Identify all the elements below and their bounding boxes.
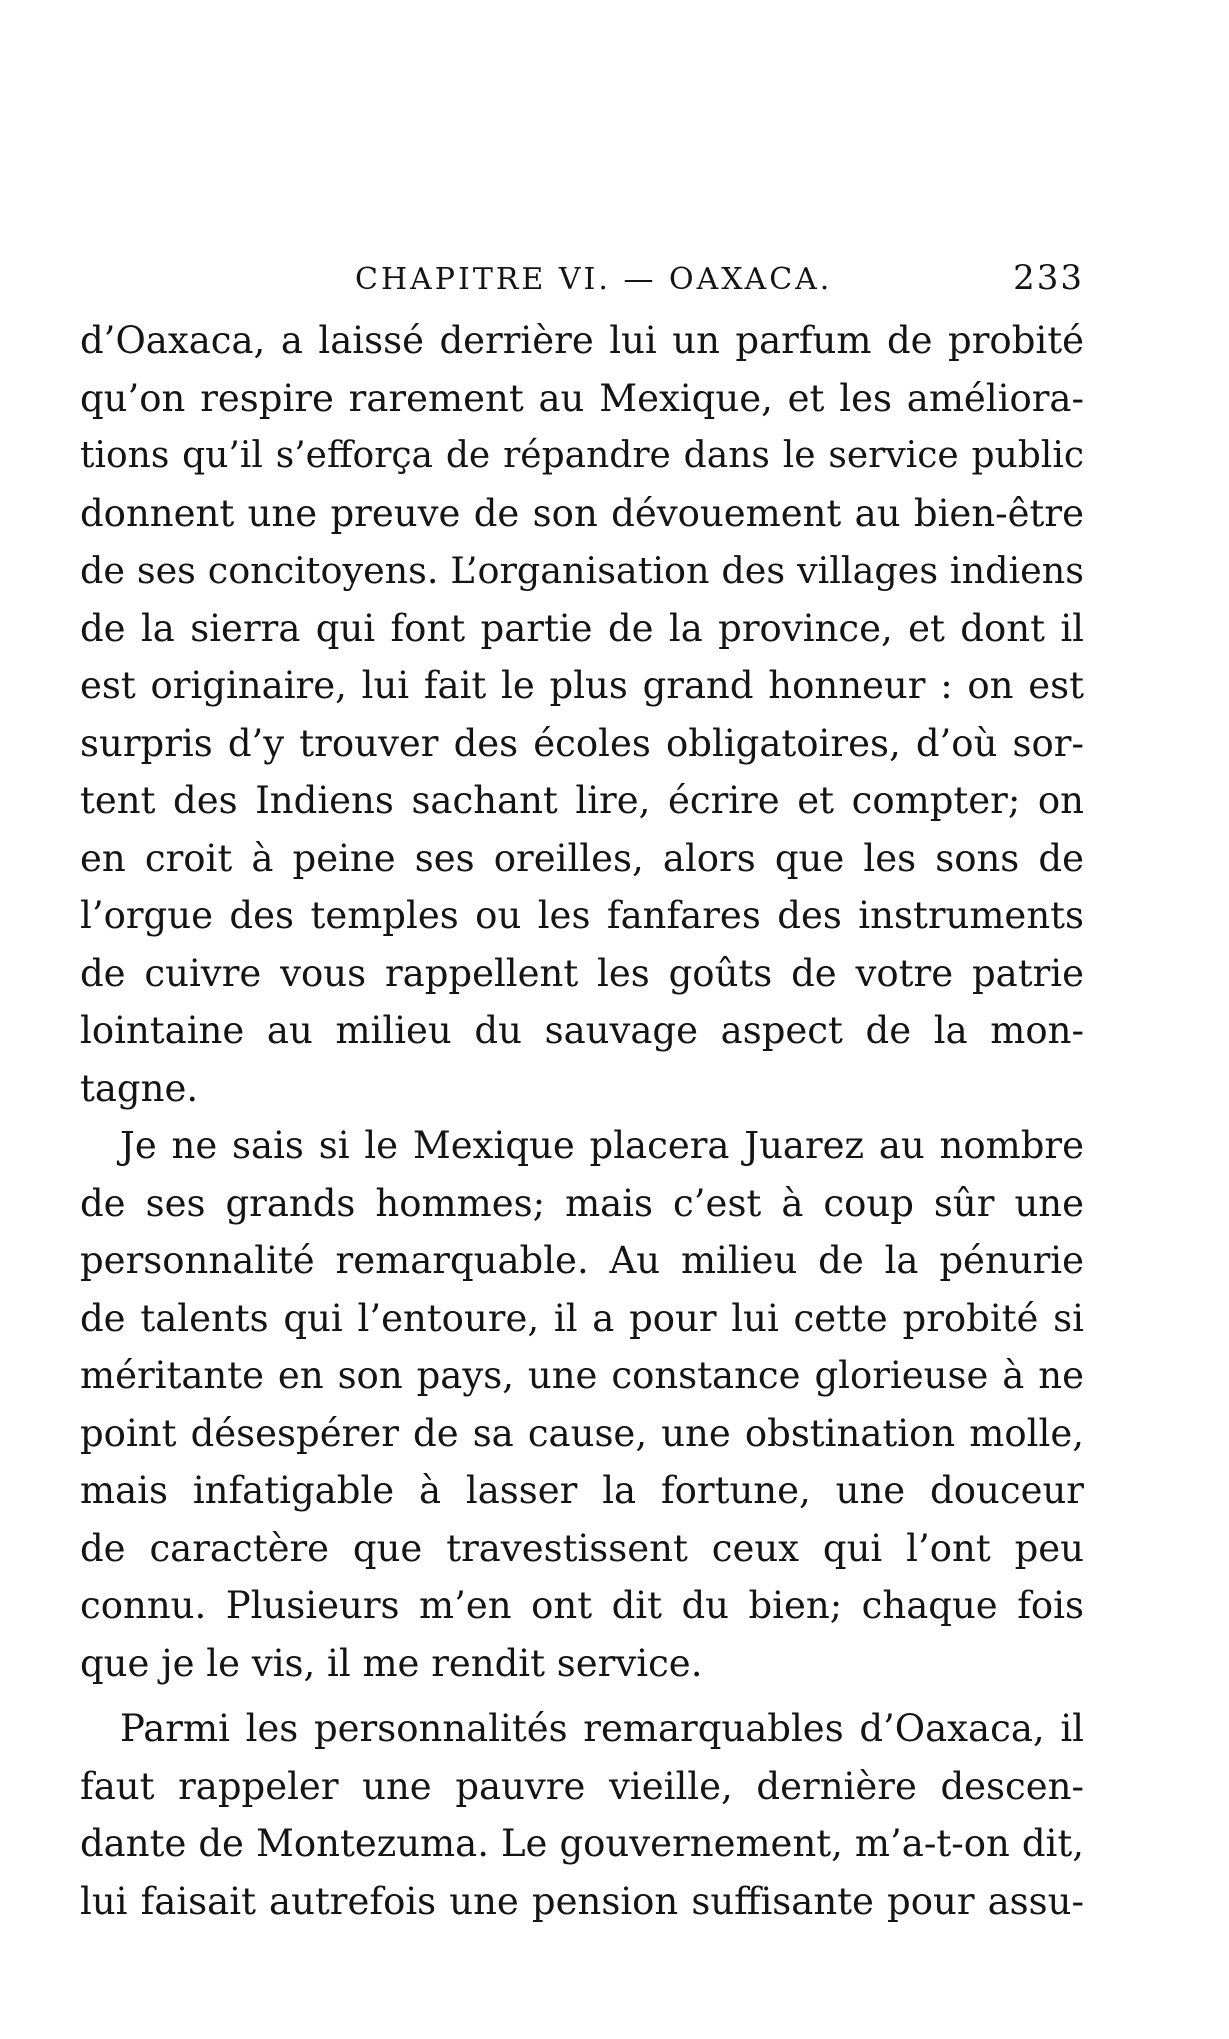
- text-line: de ses concitoyens. L’organisation des villages indiens: [80, 549, 1084, 592]
- text-line: point désespérer de sa cause, une obstination molle,: [80, 1411, 1084, 1455]
- page-number: 233: [1013, 258, 1084, 298]
- text-line: Je ne sais si le Mexique placera Juarez au nombre: [120, 1124, 1084, 1167]
- text-line: de cuivre vous rappellent les goûts de votre patrie: [80, 951, 1084, 995]
- text-line: Parmi les personnalités remarquables d’Oaxaca, il: [120, 1707, 1084, 1750]
- text-line: méritante en son pays, une constance glorieuse à ne: [80, 1354, 1084, 1397]
- text-line: faut rappeler une pauvre vieille, dernière descen-: [80, 1764, 1084, 1808]
- text-line: en croit à peine ses oreilles, alors que les sons de: [80, 836, 1084, 880]
- text-line: d’Oaxaca, a laissé derrière lui un parfum de probité: [80, 319, 1084, 362]
- text-line: personnalité remarquable. Au milieu de la pénurie: [80, 1239, 1084, 1282]
- text-line: dante de Montezuma. Le gouvernement, m’a-t-on dit,: [80, 1822, 1084, 1865]
- text-line: qu’on respire rarement au Mexique, et les améliora-: [80, 376, 1084, 420]
- text-line: que je le vis, il me rendit service.: [80, 1641, 703, 1685]
- text-line: de la sierra qui font partie de la province, et dont il: [80, 606, 1084, 650]
- page-header: [80, 258, 1084, 302]
- running-head: CHAPITRE VI. — OAXACA.: [355, 262, 833, 297]
- paragraph-2: [80, 1117, 1084, 1692]
- text-line: tions qu’il s’efforça de répandre dans le service public: [80, 435, 1084, 476]
- text-line: tent des Indiens sachant lire, écrire et compter; on: [80, 779, 1084, 822]
- text-line: donnent une preuve de son dévouement au bien-être: [80, 491, 1084, 535]
- text-line: de ses grands hommes; mais c’est à coup sûr une: [80, 1181, 1084, 1225]
- text-line: est originaire, lui fait le plus grand honneur : on est: [80, 664, 1084, 707]
- text-line: lointaine au milieu du sauvage aspect de la mon-: [80, 1009, 1084, 1052]
- text-line: mais infatigable à lasser la fortune, une douceur: [80, 1469, 1084, 1512]
- text-line: de talents qui l’entoure, il a pour lui cette probité si: [80, 1296, 1084, 1340]
- paragraph-1: [80, 312, 1084, 1117]
- text-line: de caractère que travestissent ceux qui l’ont peu: [80, 1526, 1084, 1570]
- paragraph-3: [80, 1700, 1084, 1930]
- text-line: l’orgue des temples ou les fanfares des instruments: [80, 894, 1084, 937]
- text-line: connu. Plusieurs m’en ont dit du bien; chaque fois: [80, 1584, 1084, 1627]
- body-text: [80, 312, 1084, 1930]
- text-line: lui faisait autrefois une pension suffisante pour assu-: [80, 1879, 1084, 1923]
- paragraph-spacing: [80, 1692, 1084, 1700]
- text-line: surpris d’y trouver des écoles obligatoires, d’où sor-: [80, 721, 1084, 765]
- text-line: tagne.: [80, 1066, 199, 1110]
